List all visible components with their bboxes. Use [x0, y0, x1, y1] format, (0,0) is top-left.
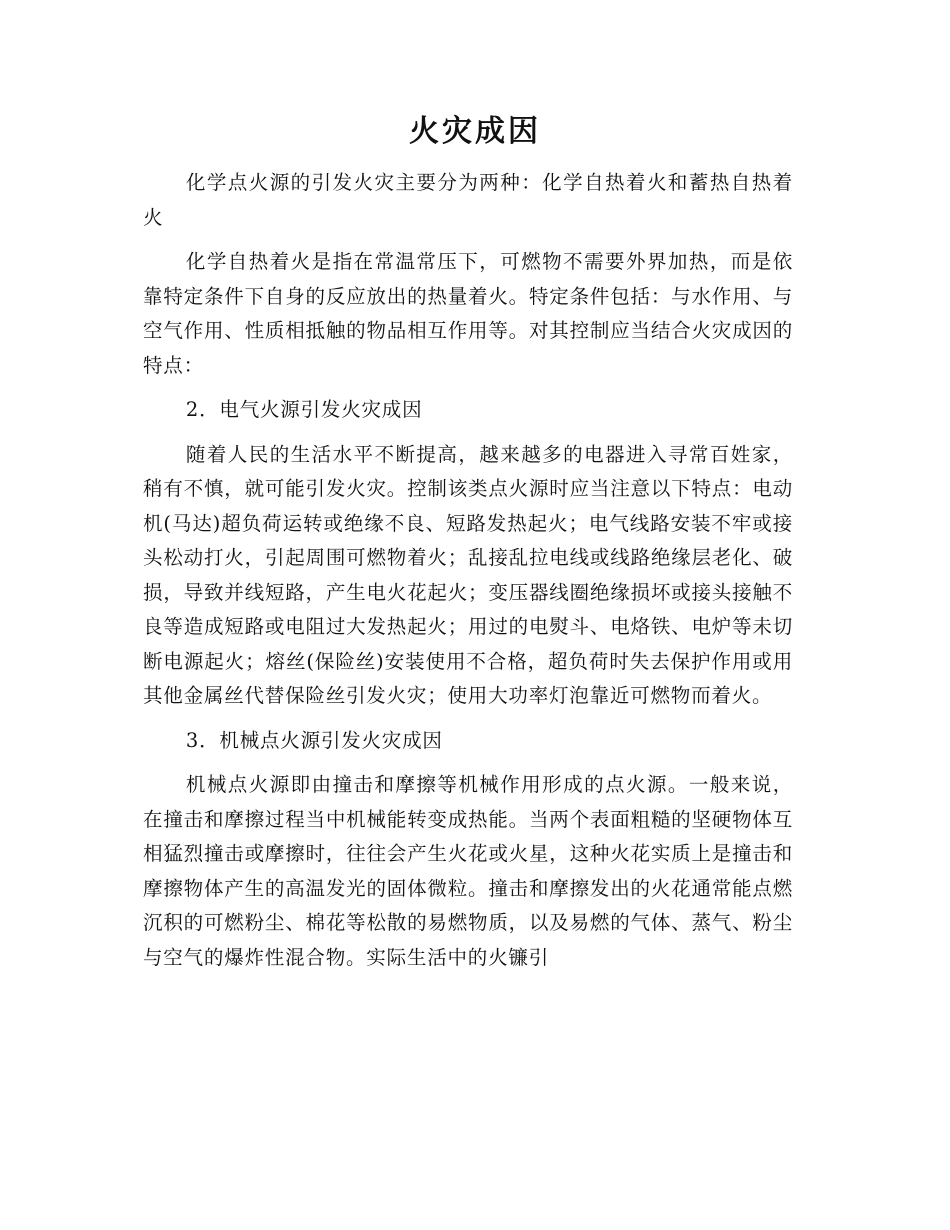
paragraph-electrical-fire-causes: 随着人民的生活水平不断提高，越来越多的电器进入寻常百姓家，稍有不慎，就可能引发火灾。控制该类点火源时应当注意以下特点：电动机(马达)超负荷运转或绝缘不良、短路发热起火；电气线路安装不牢或接头松动打火，引起周围可燃物着火；乱接乱拉电线或线路绝缘层老化、破损，导致并线短路，产生电火花起火；变压器线圈绝缘损坏或接头接触不良等造成短路或电阻过大发热起火；用过的电熨斗、电烙铁、电炉等未切断电源起火；熔丝(保险丝)安装使用不合格，超负荷时失去保护作用或用其他金属丝代替保险丝引发火灾；使用大功率灯泡靠近可燃物而着火。: [143, 442, 793, 707]
document-body: [143, 166, 793, 985]
section-heading-electrical: 2．电气火源引发火灾成因: [185, 398, 423, 421]
paragraph-mechanical-fire-causes: 机械点火源即由撞击和摩擦等机械作用形成的点火源。一般来说，在撞击和摩擦过程当中机械能转变成热能。当两个表面粗糙的坚硬物体互相猛烈撞击或摩擦时，往往会产生火花或火星，这种火花实质上是撞击和摩擦物体产生的高温发光的固体微粒。撞击和摩擦发出的火花通常能点燃沉积的可燃粉尘、棉花等松散的易燃物质，以及易燃的气体、蒸气、粉尘与空气的爆炸性混合物。实际生活中的火镰引: [143, 773, 793, 969]
section-heading-mechanical: 3．机械点火源引发火灾成因: [185, 728, 443, 752]
paragraph-chemical-self-heating: 化学自热着火是指在常温常压下，可燃物不需要外界加热，而是依靠特定条件下自身的反应放出的热量着火。特定条件包括：与水作用、与空气作用、性质相抵触的物品相互作用等。对其控制应当结合火灾成因的特点：: [143, 250, 793, 377]
page-title: 火灾成因: [409, 114, 541, 149]
paragraph-chemical-ignition-intro: 化学点火源的引发火灾主要分为两种：化学自热着火和蓄热自热着火: [143, 171, 793, 229]
